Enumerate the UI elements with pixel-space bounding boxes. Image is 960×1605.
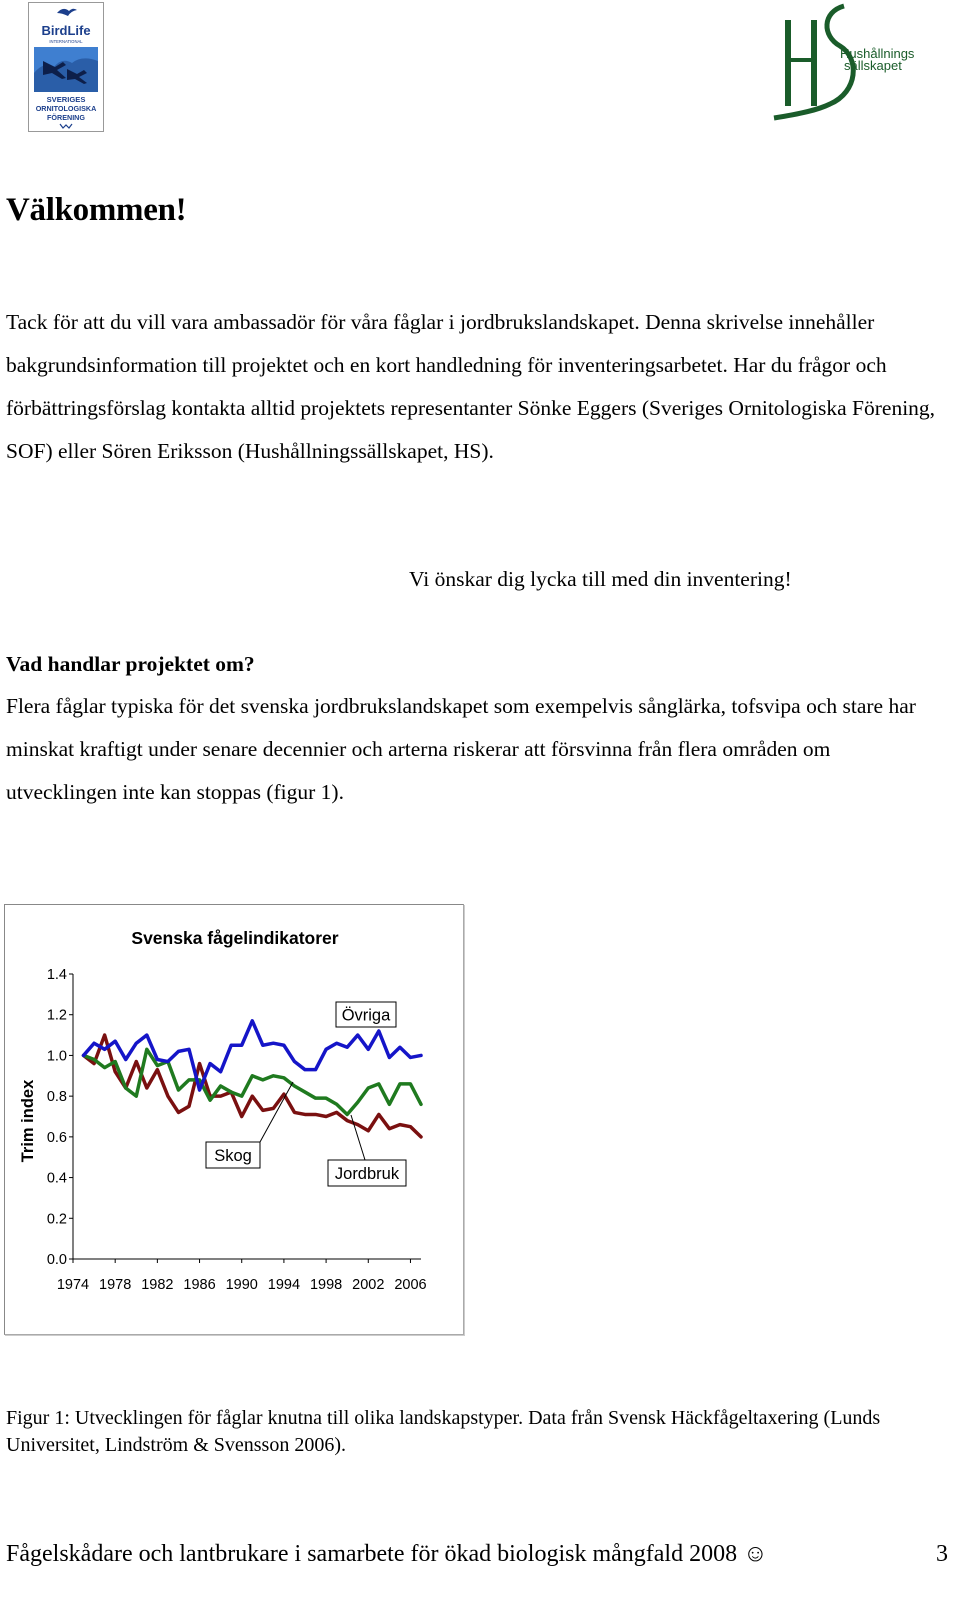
birdlife-sof-logo [28,2,104,132]
footer-text: Fågelskådare och lantbrukare i samarbete för ökad biologisk mångfald 2008 ☺ [6,1541,768,1567]
x-tick-label: 1974 [56,1277,90,1293]
y-tick-label: 0.4 [46,1170,67,1187]
x-tick-label: 2002 [352,1277,385,1293]
figure-caption: Figur 1: Utvecklingen för fåglar knutna till olika landskapstyper. Data från Svensk Häckfågeltaxering (Lunds Universitet, Lindström & Svensson 2006). [6,1407,881,1456]
section-body: Flera fåglar typiska för det svenska jordbrukslandskapet som exempelvis sånglärka, tofsvipa och stare har minskat kraftigt under senare decennier och arterna riskerar att försvinna från flera områden om utvecklingen inte kan stoppas (figur 1). [6,694,916,804]
intro-paragraph: Tack för att du vill vara ambassadör för våra fåglar i jordbrukslandskapet. Denna skrivelse innehåller bakgrundsinformation till projektet och en kort handledning för inventeringsarbetet. Har du frågor och förbättringsförslag kontakta alltid projektets representanter Sönke Eggers (Sveriges Ornitologiska Förening, SOF) eller Sören Eriksson (Hushållningssällskapet, HS). [6,310,936,463]
page-title: Välkommen! [6,192,187,228]
y-tick-label: 0.0 [46,1252,67,1268]
y-tick-label: 1.2 [46,1007,67,1024]
x-tick-label: 1994 [267,1277,301,1293]
x-tick-label: 1978 [99,1277,132,1293]
good-luck-message: Vi önskar dig lycka till med din inventering! [409,567,792,591]
y-tick-label: 1.4 [46,967,67,983]
x-tick-label: 1990 [225,1277,258,1293]
y-tick-label: 0.2 [46,1211,67,1228]
hs-line1: Hushållnings [840,46,915,61]
annotation-leader [351,1115,365,1160]
chart-title: Svenska fågelindikatorer [131,928,339,948]
bird-indicator-chart [5,905,463,1334]
chart-frame [4,904,464,1335]
annotation-label: Övriga [341,1006,391,1025]
x-tick-label: 1982 [141,1277,174,1293]
annotation-label: Skog [214,1147,252,1165]
sof-line3: FÖRENING [47,113,85,122]
x-tick-label: 2006 [394,1277,427,1293]
hs-line2: sällskapet [844,58,902,73]
y-tick-label: 0.8 [46,1089,67,1106]
birdlife-brand-text: BirdLife [41,23,91,38]
annotation-leader [260,1082,293,1142]
section-heading: Vad handlar projektet om? [6,652,255,676]
hushallningssallskapet-logo [770,2,918,122]
x-tick-label: 1998 [309,1277,343,1293]
birdlife-international-text: INTERNATIONAL [49,39,83,44]
annotation-label: Jordbruk [334,1165,400,1183]
y-tick-label: 1.0 [46,1048,67,1065]
series-line-övriga [84,1021,421,1090]
sof-line1: SVERIGES [46,95,86,104]
sof-line2: ORNITOLOGISKA [35,104,97,113]
series-line-skog [84,1049,421,1114]
x-tick-label: 1986 [183,1277,216,1293]
y-tick-label: 0.6 [46,1129,67,1146]
page-number: 3 [936,1541,948,1567]
y-axis-label: Trim index [19,1079,37,1163]
